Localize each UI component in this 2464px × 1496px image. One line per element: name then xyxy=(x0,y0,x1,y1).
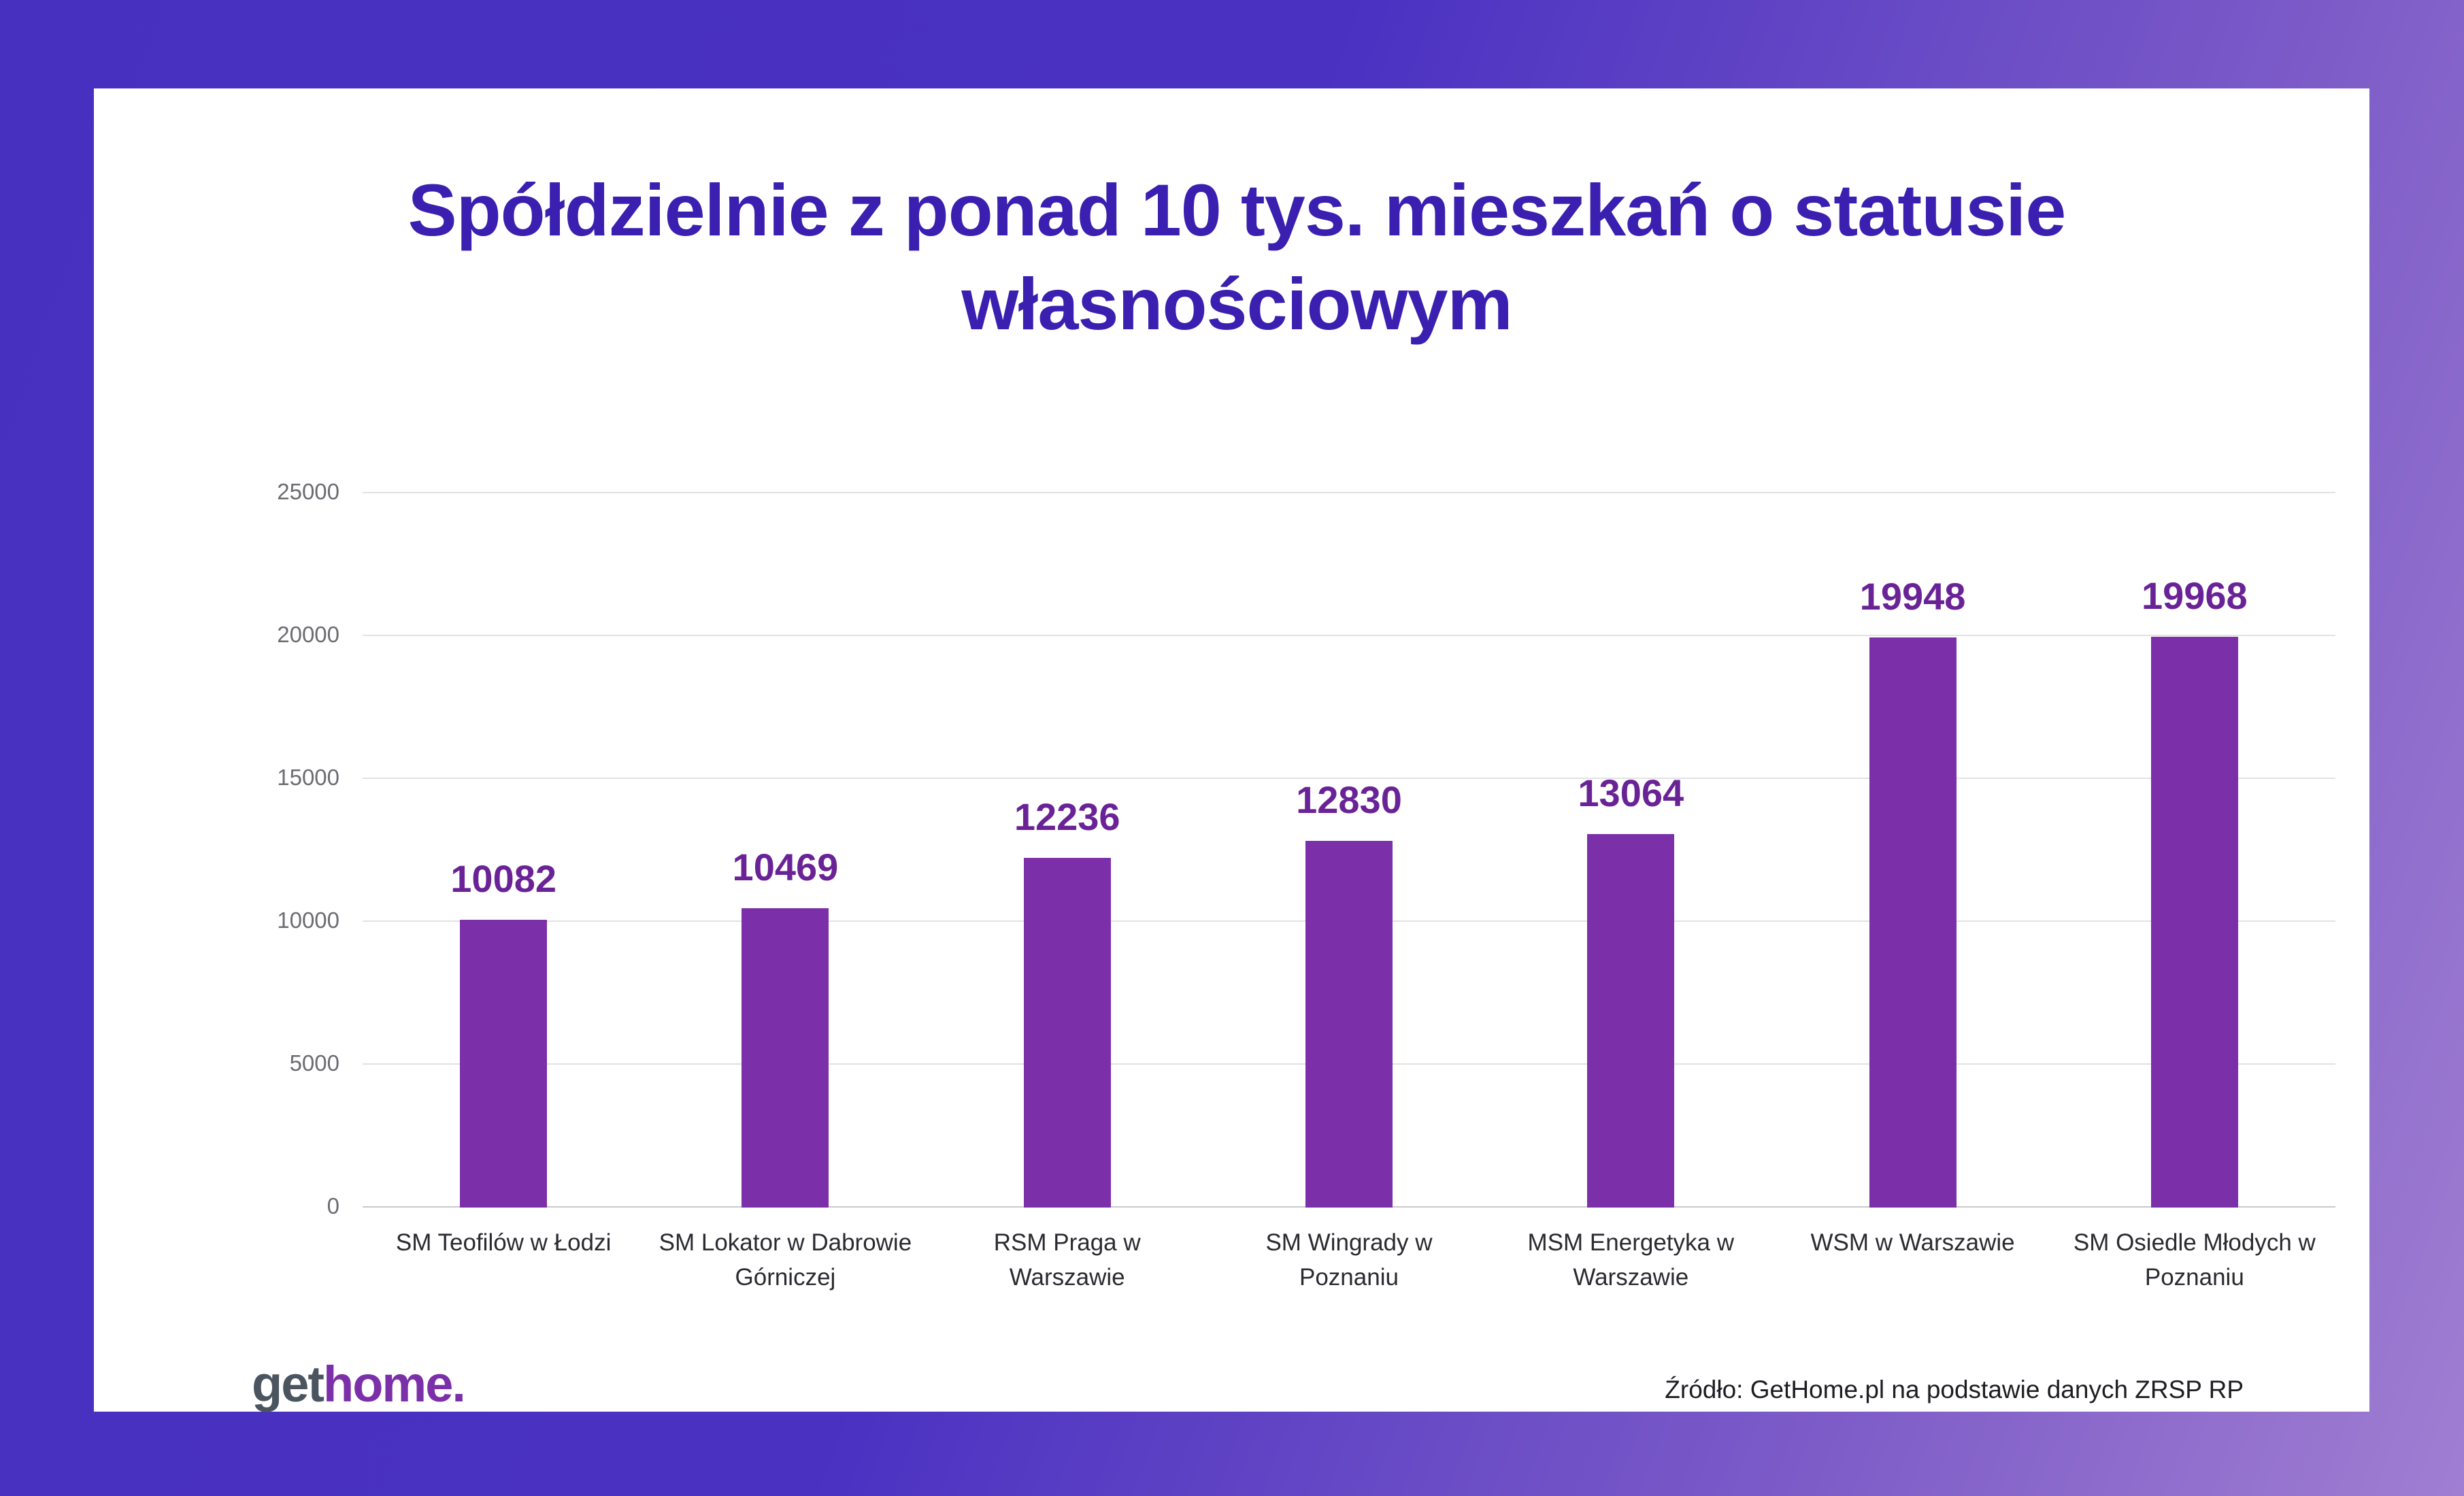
bar[interactable] xyxy=(732,846,839,1208)
x-axis-category-label: MSM Energetyka w Warszawie xyxy=(1527,1229,1734,1291)
y-axis-tick-label: 20000 xyxy=(277,622,339,647)
x-axis-labels xyxy=(363,1226,2335,1295)
x-axis-category-label: SM Lokator w Dabrowie Górniczej xyxy=(659,1229,912,1291)
bar[interactable] xyxy=(1859,575,1966,1208)
bar-value-label: 10469 xyxy=(732,846,839,889)
logo-dot: . xyxy=(452,1356,465,1412)
y-axis-tick-label: 25000 xyxy=(277,479,339,504)
bar[interactable] xyxy=(2141,574,2248,1208)
bar[interactable] xyxy=(1578,771,1684,1208)
bar-value-label: 19968 xyxy=(2141,574,2248,618)
y-axis-tick-label: 15000 xyxy=(277,765,339,790)
bar-series xyxy=(363,493,2335,1208)
bar-slot xyxy=(1208,493,1490,1208)
chart-card xyxy=(94,88,2369,1412)
source-note: Źródło: GetHome.pl na podstawie danych ZRSP RP xyxy=(1665,1376,2244,1403)
bar-value-label: 12830 xyxy=(1296,778,1402,822)
gethome-logo xyxy=(252,1355,465,1413)
y-axis-tick-label: 10000 xyxy=(277,908,339,933)
x-axis-category-label: WSM w Warszawie xyxy=(1810,1229,2015,1256)
bar-slot xyxy=(1771,493,2053,1208)
y-axis-tick-label: 5000 xyxy=(289,1050,339,1076)
logo-text-get: get xyxy=(252,1356,323,1412)
y-axis-tick-label: 0 xyxy=(327,1193,339,1218)
x-axis-category-label: SM Osiedle Młodych w Poznaniu xyxy=(2073,1229,2316,1291)
bar-value-label: 12236 xyxy=(1014,795,1120,839)
chart-plot-area xyxy=(277,479,2335,1218)
bar-value-label: 10082 xyxy=(450,857,557,900)
bar-value-label: 19948 xyxy=(1859,575,1966,618)
bar-slot xyxy=(644,493,926,1208)
bar-slot xyxy=(363,493,644,1208)
bar-value-label: 13064 xyxy=(1578,771,1684,815)
bar[interactable] xyxy=(1014,795,1120,1208)
bar[interactable] xyxy=(1296,778,1402,1208)
x-axis-category-label: SM Wingrady w Poznaniu xyxy=(1265,1229,1433,1291)
bar-slot xyxy=(927,493,1208,1208)
logo-text-home: home xyxy=(323,1356,452,1412)
bar-slot xyxy=(1490,493,1771,1208)
bar[interactable] xyxy=(450,857,557,1208)
page-title: Spółdzielnie z ponad 10 tys. mieszkań o statusie własnościowym xyxy=(407,169,2066,346)
bar-slot xyxy=(2054,493,2335,1208)
x-axis-category-label: SM Teofilów w Łodzi xyxy=(395,1229,612,1256)
x-axis-category-label: RSM Praga w Warszawie xyxy=(993,1229,1141,1291)
